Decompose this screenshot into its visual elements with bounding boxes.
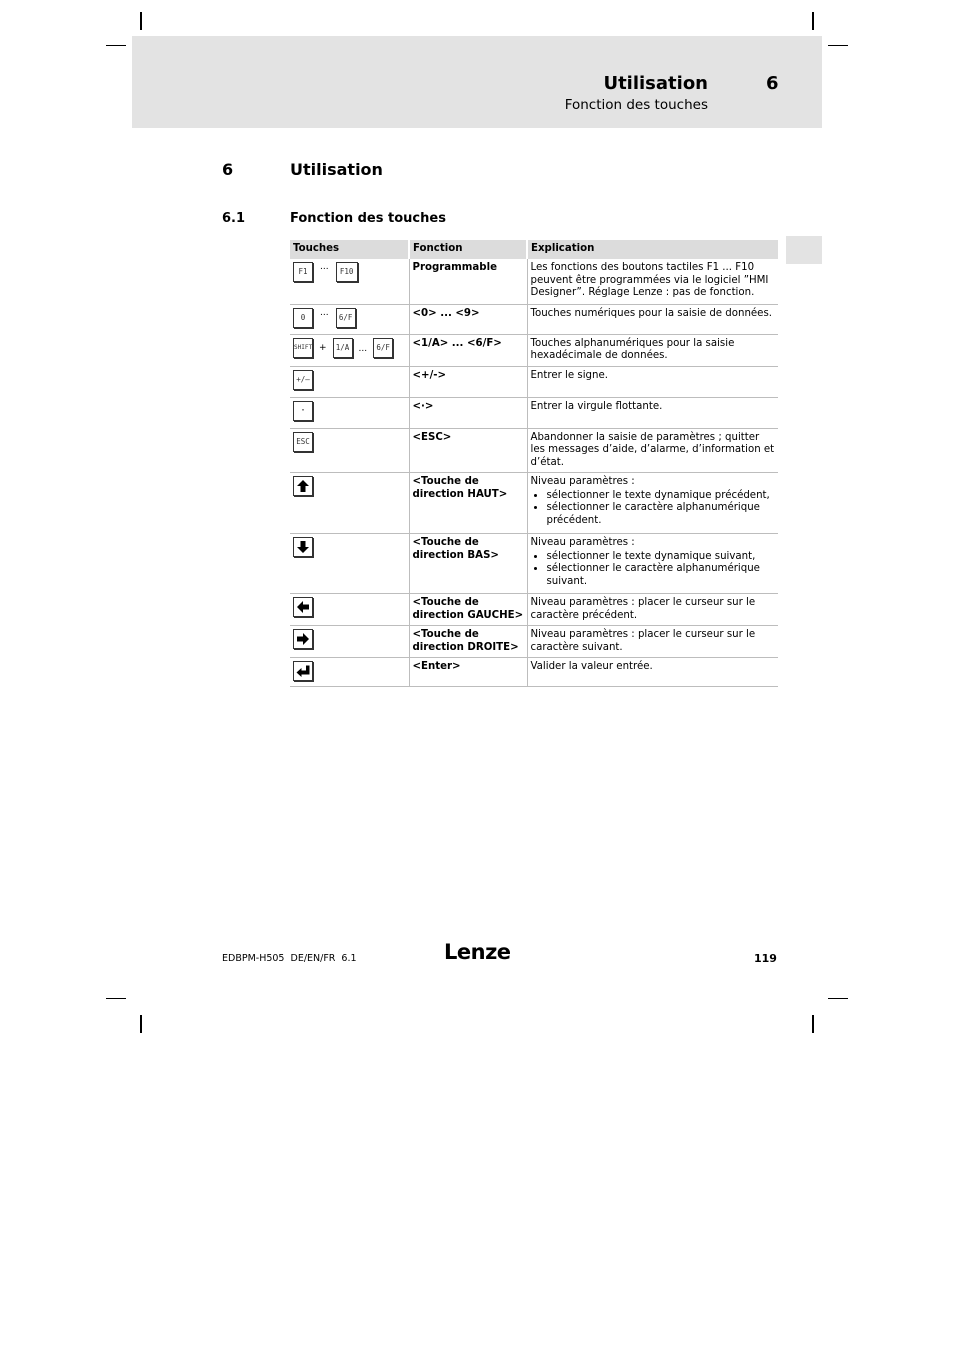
esc-key-icon: ESC <box>293 432 313 452</box>
header-subtitle: Fonction des touches <box>564 97 708 113</box>
plus-minus-key-icon: +/– <box>293 370 313 390</box>
table-row <box>290 366 778 397</box>
footer-document-reference: EDBPM-H505 DE/EN/FR 6.1 <box>222 953 357 964</box>
subsection-title: Fonction des touches <box>290 211 446 226</box>
explanation-cell: Les fonctions des boutons tactiles F1 ... F10 peuvent être programmées via le logiciel ”HMI Designer”. Réglage Lenze : pas de fonction. <box>527 259 778 304</box>
crop-mark <box>106 45 126 46</box>
bullet-item: • sélectionner le texte dynamique précédent, <box>546 490 776 503</box>
arrow-right-key-icon <box>293 629 313 649</box>
explanation-cell: Touches alphanumériques pour la saisie hexadécimale de données. <box>527 334 778 366</box>
ellipsis: ... <box>358 343 368 354</box>
explanation-cell: Niveau paramètres : placer le curseur sur le caractère précédent. <box>527 594 778 626</box>
explanation-cell: Niveau paramètres : placer le curseur sur le caractère suivant. <box>527 626 778 658</box>
keys-cell <box>290 259 409 304</box>
bullet-item: • sélectionner le caractère alphanumérique précédent. <box>546 502 776 527</box>
table-row <box>290 658 778 687</box>
header-chapter-number: 6 <box>766 73 779 94</box>
explanation-text: Niveau paramètres : <box>530 476 635 487</box>
chapter-side-tab <box>786 236 822 264</box>
keys-cell <box>290 626 409 658</box>
function-cell: <Enter> <box>409 658 527 687</box>
table-row <box>290 473 778 534</box>
function-cell: <Touche de direction BAS> <box>409 534 527 594</box>
section-number: 6 <box>222 160 234 179</box>
shift-key-icon: SHIFT <box>293 338 313 358</box>
function-cell: <ESC> <box>409 428 527 473</box>
subsection-number: 6.1 <box>222 211 246 226</box>
column-header-keys: Touches <box>290 240 409 259</box>
crop-mark <box>828 45 848 46</box>
six-f-key-icon: 6/F <box>336 308 356 328</box>
explanation-cell: Touches numériques pour la saisie de données. <box>527 304 778 334</box>
header-band <box>132 36 822 128</box>
crop-mark <box>140 1015 142 1033</box>
function-cell: <+/-> <box>409 366 527 397</box>
page-number: 119 <box>754 952 777 965</box>
keys-cell <box>290 334 409 366</box>
table-row <box>290 259 778 304</box>
bullet-list <box>531 551 776 589</box>
keys-cell <box>290 658 409 687</box>
section-title: Utilisation <box>290 160 383 179</box>
key-function-table <box>290 240 778 687</box>
one-a-key-icon: 1/A <box>333 338 353 358</box>
column-header-function: Fonction <box>409 240 527 259</box>
keys-cell <box>290 397 409 428</box>
table-row <box>290 334 778 366</box>
keys-cell <box>290 473 409 534</box>
keys-cell <box>290 534 409 594</box>
table-row <box>290 594 778 626</box>
header-title: Utilisation <box>603 73 708 94</box>
arrow-up-key-icon <box>293 476 313 496</box>
function-cell: <·> <box>409 397 527 428</box>
explanation-cell: Abandonner la saisie de paramètres ; quitter les messages d’aide, d’alarme, d’information et d’état. <box>527 428 778 473</box>
arrow-left-key-icon <box>293 597 313 617</box>
plus-sign: + <box>319 342 327 353</box>
ellipsis: ... <box>320 262 329 272</box>
function-cell: <Touche de direction DROITE> <box>409 626 527 658</box>
keys-cell <box>290 428 409 473</box>
keys-cell <box>290 304 409 334</box>
crop-mark <box>812 1015 814 1033</box>
explanation-text: Niveau paramètres : <box>530 537 635 548</box>
table-row <box>290 626 778 658</box>
six-f-key-icon: 6/F <box>373 338 393 358</box>
explanation-cell: Entrer la virgule flottante. <box>527 397 778 428</box>
keys-cell <box>290 594 409 626</box>
crop-mark <box>106 998 126 999</box>
crop-mark <box>140 12 142 30</box>
bullet-list <box>531 490 776 528</box>
f10-key-icon: F10 <box>336 262 358 282</box>
table-header-row <box>290 240 778 259</box>
function-cell: Programmable <box>409 259 527 304</box>
bullet-item: • sélectionner le caractère alphanumérique suivant. <box>546 563 776 588</box>
function-cell: <0> ... <9> <box>409 304 527 334</box>
table-row <box>290 397 778 428</box>
table-row <box>290 534 778 594</box>
explanation-cell: Valider la valeur entrée. <box>527 658 778 687</box>
explanation-cell <box>527 473 778 534</box>
ellipsis: ... <box>320 307 329 318</box>
function-cell: <Touche de direction HAUT> <box>409 473 527 534</box>
lenze-logo: Lenze <box>444 940 511 964</box>
enter-key-icon <box>293 661 313 681</box>
bullet-item: • sélectionner le texte dynamique suivant, <box>546 551 776 564</box>
table-row <box>290 304 778 334</box>
explanation-cell: Entrer le signe. <box>527 366 778 397</box>
arrow-down-key-icon <box>293 537 313 557</box>
zero-key-icon: 0 <box>293 308 313 328</box>
crop-mark <box>812 12 814 30</box>
decimal-point-key-icon: · <box>293 401 313 421</box>
table-row <box>290 428 778 473</box>
explanation-cell <box>527 534 778 594</box>
crop-mark <box>828 998 848 999</box>
f1-key-icon: F1 <box>293 262 313 282</box>
column-header-explanation: Explication <box>527 240 778 259</box>
keys-cell <box>290 366 409 397</box>
function-cell: <1/A> ... <6/F> <box>409 334 527 366</box>
function-cell: <Touche de direction GAUCHE> <box>409 594 527 626</box>
